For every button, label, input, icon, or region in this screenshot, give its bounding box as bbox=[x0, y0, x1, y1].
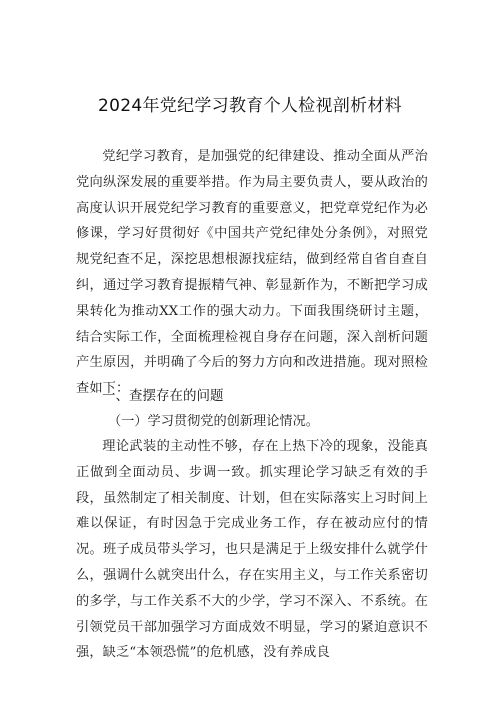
subsection-heading: （一）学习贯彻党的创新理论情况。 bbox=[108, 414, 319, 429]
body-paragraph-text: 理论武装的主动性不够，存在上热下冷的现象，没能真正做到全面动员、步调一致。抓实理论学习缺乏有效的手段，虽然制定了相关制度、计划，但在实际落实上习时间上难以保证，有时因急于完成业务工作，存在被动应付的情况。班子成员带头学习，也只是满足于上级安排什么就学什么，强调什么就突出什么，存在实用主义，与工作关系密切的多学，与工作关系不大的少学，学习不深入、不系统。在引领党员干部加强学习方面成效不明显，学习的紧迫意识不强，缺乏“本领恐慌”的危机感，没有养成良 bbox=[76, 439, 428, 661]
intro-paragraph bbox=[76, 144, 428, 402]
body-paragraph bbox=[76, 434, 428, 666]
intro-paragraph-text: 党纪学习教育，是加强党的纪律建设、推动全面从严治党向纵深发展的重要举措。作为局主要负责人，要从政治的高度认识开展党纪学习教育的重要意义，把党章党纪作为必修课，学习好贯彻好《中国共产党纪律处分条例》，对照党规党纪查不足，深挖思想根源找症结，做到经常自省自查自纠，通过学习教育提振精气神、彰显新作为，不断把学习成果转化为推动XX工作的强大动力。下面我围绕研讨主题，结合实际工作，全面梳理检视自身存在问题，深入剖析问题产生原因，并明确了今后的努力方向和改进措施。现对照检查如下： bbox=[76, 149, 428, 397]
section-heading: 一、查摆存在的问题 bbox=[102, 388, 224, 404]
document-title: 2024年党纪学习教育个人检视剖析材料 bbox=[98, 96, 402, 116]
